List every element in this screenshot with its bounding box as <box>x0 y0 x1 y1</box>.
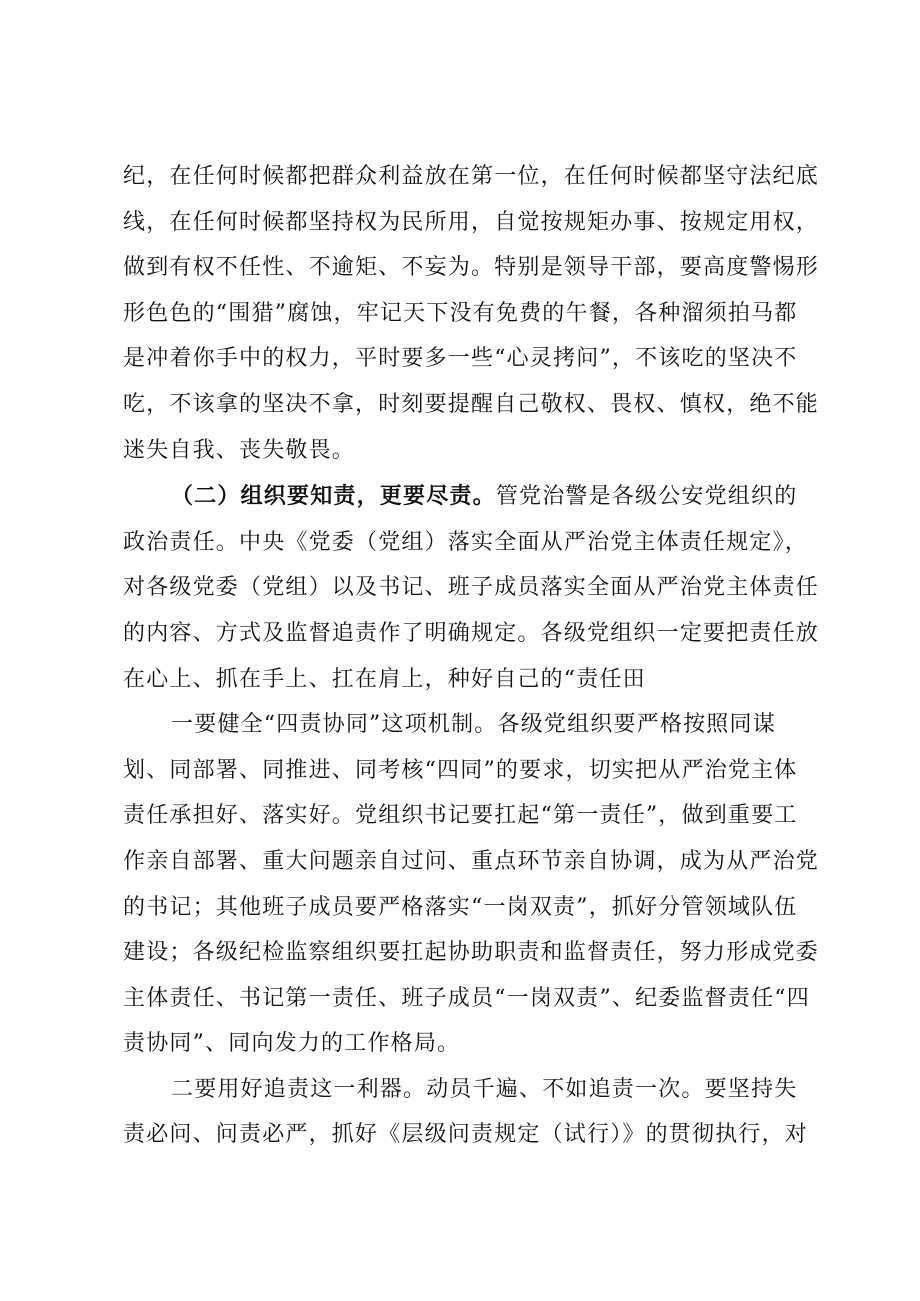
text-line-3: 做到有权不任性、不逾矩、不妄为。特别是领导干部，要高度警惕形 <box>123 255 820 281</box>
text-line-2: 线，在任何时候都坚持权为民所用，自觉按规矩办事、按规定用权， <box>123 209 820 235</box>
section-heading: （二）组织要知责，更要尽责。 <box>171 483 496 510</box>
text-line-6: 吃，不该拿的坚决不拿，时刻要提醒自己敬权、畏权、慎权，绝不能 <box>123 391 820 417</box>
section-heading-line <box>123 474 809 520</box>
text-line-5: 是冲着你手中的权力，平时要多一些“心灵拷问”，不该吃的坚决不 <box>123 346 798 372</box>
text-line-15: 责任承担好、落实好。党组织书记要扛起“第一责任”，做到重要工 <box>123 803 798 829</box>
text-line-14: 划、同部署、同推进、同考核“四同”的要求，切实把从严治党主体 <box>123 757 798 783</box>
section-heading-continuation: 管党治警是各级公安党组织的 <box>495 484 798 510</box>
text-line-10: 对各级党委（党组）以及书记、班子成员落实全面从严治党主体责任 <box>123 575 820 601</box>
text-line-18: 建设；各级纪检监察组织要扛起协助职责和监督责任，努力形成党委 <box>123 940 820 966</box>
text-line-1: 纪，在任何时候都把群众利益放在第一位，在任何时候都坚守法纪底 <box>123 164 820 189</box>
text-line-19: 主体责任、书记第一责任、班子成员“一岗双责”、纪委监督责任“四 <box>123 985 810 1011</box>
text-line-13: 一要健全“四责协同”这项机制。各级党组织要严格按照同谋 <box>171 712 776 738</box>
text-line-17: 的书记；其他班子成员要严格落实“一岗双责”，抓好分管领域队伍 <box>123 894 798 920</box>
text-line-9: 政治责任。中央《党委（党组）落实全面从严治党主体责任规定》， <box>123 529 809 555</box>
body-text <box>123 154 820 1158</box>
text-line-22: 责必问、问责必严，抓好《层级问责规定（试行）》的贯彻执行，对 <box>123 1122 809 1148</box>
text-line-11: 的内容、方式及监督追责作了明确规定。各级党组织一定要把责任放 <box>123 620 820 646</box>
text-line-16: 作亲自部署、重大问题亲自过问、重点环节亲自协调，成为从严治党 <box>123 848 820 874</box>
text-line-4: 形色色的“围猎”腐蚀，牢记天下没有免费的午餐，各种溜须拍马都 <box>123 300 798 326</box>
text-line-7: 迷失自我、丧失敬畏。 <box>123 437 356 463</box>
text-line-12: 在心上、抓在手上、扛在肩上，种好自己的“责任田 <box>123 666 646 692</box>
text-line-20: 责协同”、同向发力的工作格局。 <box>123 1031 461 1057</box>
text-line-21: 二要用好追责这一利器。动员千遍、不如追责一次。要坚持失 <box>171 1076 798 1102</box>
